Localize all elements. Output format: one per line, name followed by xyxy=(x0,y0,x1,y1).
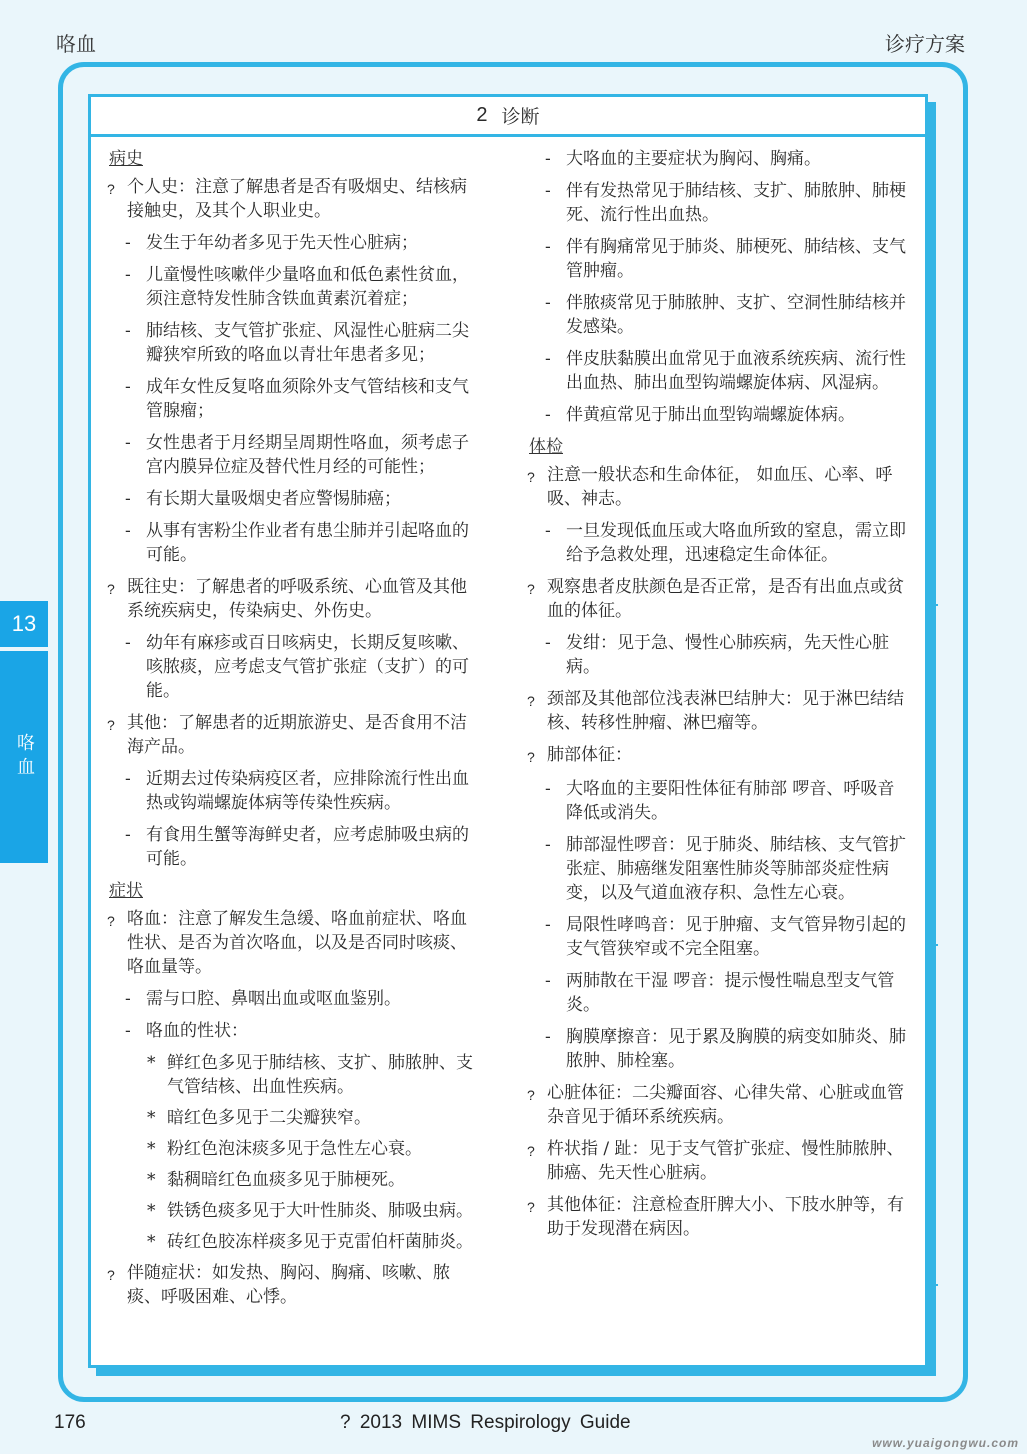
bullet-marker: - xyxy=(545,349,551,369)
bullet-marker: - xyxy=(125,233,131,253)
dash-item xyxy=(545,147,907,171)
item-text: 咯血的性状： xyxy=(146,1021,248,1041)
bullet-marker: ? xyxy=(107,1267,115,1283)
bullet-marker: ? xyxy=(107,717,115,733)
item-text: 大咯血的主要阳性体征有肺部 啰音、呼吸音降低或消失。 xyxy=(566,779,895,823)
dash-item xyxy=(545,969,907,1017)
dash-item xyxy=(545,1025,907,1073)
chapter-tab-number: 13 xyxy=(0,601,48,647)
chapter-tab-label: 咯血 xyxy=(0,651,48,863)
dash-item xyxy=(125,1019,479,1043)
bullet-marker: - xyxy=(125,633,131,653)
bullet-marker: - xyxy=(125,321,131,341)
dash-item xyxy=(545,291,907,339)
bullet-marker: - xyxy=(545,181,551,201)
item-text: 砖红色胶冻样痰多见于克雷伯杆菌肺炎。 xyxy=(167,1232,473,1252)
bullet-marker: ? xyxy=(527,581,535,597)
dash-item xyxy=(125,431,479,479)
item-text: 暗红色多见于二尖瓣狭窄。 xyxy=(167,1108,371,1128)
question-item xyxy=(527,743,907,769)
item-text: 儿童慢性咳嗽伴少量咯血和低色素性贫血，须注意特发性肺含铁血黄素沉着症； xyxy=(146,265,469,309)
dash-item xyxy=(125,631,479,703)
bullet-marker: - xyxy=(125,1021,131,1041)
bullet-marker: - xyxy=(545,633,551,653)
item-text: 粉红色泡沫痰多见于急性左心衰。 xyxy=(167,1139,422,1159)
bullet-marker: - xyxy=(545,971,551,991)
dash-item xyxy=(125,987,479,1011)
left-column xyxy=(107,147,479,1317)
question-item xyxy=(107,175,479,223)
item-text: 伴脓痰常见于肺脓肿、支扩、空洞性肺结核并发感染。 xyxy=(566,293,906,337)
item-text: 肺部体征： xyxy=(547,745,632,765)
star-item xyxy=(147,1051,479,1099)
item-text: 有食用生蟹等海鲜史者，应考虑肺吸虫病的可能。 xyxy=(146,825,469,869)
item-text: 女性患者于月经期呈周期性咯血，须考虑子宫内膜异位症及替代性月经的可能性； xyxy=(146,433,469,477)
item-text: 成年女性反复咯血须除外支气管结核和支气管腺瘤； xyxy=(146,377,469,421)
bullet-marker: - xyxy=(125,521,131,541)
item-text: 两肺散在干湿 啰音：提示慢性喘息型支气管炎。 xyxy=(566,971,895,1015)
star-item xyxy=(147,1199,479,1223)
section-title: 诊断 xyxy=(501,106,540,128)
bullet-marker: ? xyxy=(107,181,115,197)
question-item xyxy=(527,1137,907,1185)
question-item xyxy=(527,1081,907,1129)
item-text: 注意一般状态和生命体征， 如血压、心率、呼吸、神志。 xyxy=(547,465,893,509)
dash-item xyxy=(125,767,479,815)
dash-item xyxy=(545,347,907,395)
edge-tick xyxy=(926,1284,938,1286)
question-item xyxy=(107,1261,479,1309)
content-box xyxy=(88,94,928,1368)
bullet-marker: - xyxy=(125,265,131,285)
bullet-marker: * xyxy=(147,1108,156,1128)
question-item xyxy=(527,575,907,623)
dash-item xyxy=(545,833,907,905)
bullet-marker: ? xyxy=(527,1199,535,1215)
item-text: 肺部湿性啰音：见于肺炎、肺结核、支气管扩张症、肺癌继发阻塞性肺炎等肺部炎症性病变，以及气道血液存积、急性左心衰。 xyxy=(566,835,906,903)
bullet-marker: - xyxy=(125,489,131,509)
copyright-line: ? 2013 MIMS Respirology Guide xyxy=(340,1412,631,1433)
item-text: 其他：了解患者的近期旅游史、是否食用不洁海产品。 xyxy=(127,713,467,757)
dash-item xyxy=(125,823,479,871)
item-text: 鲜红色多见于肺结核、支扩、肺脓肿、支气管结核、出血性疾病。 xyxy=(167,1053,473,1097)
star-item xyxy=(147,1106,479,1130)
item-text: 伴有胸痛常见于肺炎、肺梗死、肺结核、支气管肿瘤。 xyxy=(566,237,906,281)
subsection-heading: 体检 xyxy=(529,437,563,457)
bullet-marker: - xyxy=(125,433,131,453)
bullet-marker: * xyxy=(147,1053,156,1073)
question-item xyxy=(527,463,907,511)
dash-item xyxy=(125,519,479,567)
bullet-marker: - xyxy=(545,405,551,425)
dash-item xyxy=(125,487,479,511)
item-text: 其他体征：注意检查肝脾大小、下肢水肿等，有助于发现潜在病因。 xyxy=(547,1195,904,1239)
item-text: 伴黄疸常见于肺出血型钩端螺旋体病。 xyxy=(566,405,855,425)
bullet-marker: - xyxy=(545,835,551,855)
item-text: 黏稠暗红色血痰多见于肺梗死。 xyxy=(167,1170,405,1190)
star-item xyxy=(147,1230,479,1254)
bullet-marker: ? xyxy=(527,693,535,709)
item-text: 近期去过传染病疫区者，应排除流行性出血热或钩端螺旋体病等传染性疾病。 xyxy=(146,769,469,813)
item-text: 需与口腔、鼻咽出血或呕血鉴别。 xyxy=(146,989,401,1009)
question-item xyxy=(527,1193,907,1241)
question-item xyxy=(107,907,479,979)
header-chapter-title: 诊疗方案 xyxy=(885,32,965,56)
subsection-heading: 病史 xyxy=(109,149,143,169)
item-text: 伴有发热常见于肺结核、支扩、肺脓肿、肺梗死、流行性出血热。 xyxy=(566,181,906,225)
dash-item xyxy=(125,319,479,367)
item-text: 有长期大量吸烟史者应警惕肺癌； xyxy=(146,489,401,509)
dash-item xyxy=(545,913,907,961)
dash-item xyxy=(545,519,907,567)
bullet-marker: - xyxy=(545,149,551,169)
dash-item xyxy=(125,231,479,255)
item-text: 发绀：见于急、慢性心肺疾病，先天性心脏病。 xyxy=(566,633,889,677)
right-column xyxy=(527,147,907,1249)
bullet-marker: - xyxy=(545,779,551,799)
question-item xyxy=(527,687,907,735)
bullet-marker: ? xyxy=(527,1087,535,1103)
bullet-marker: - xyxy=(545,1027,551,1047)
bullet-marker: - xyxy=(125,989,131,1009)
dash-item xyxy=(545,179,907,227)
dash-item xyxy=(545,631,907,679)
item-text: 铁锈色痰多见于大叶性肺炎、肺吸虫病。 xyxy=(167,1201,473,1221)
item-text: 观察患者皮肤颜色是否正常，是否有出血点或贫血的体征。 xyxy=(547,577,904,621)
bullet-marker: ? xyxy=(107,913,115,929)
question-item xyxy=(107,575,479,623)
bullet-marker: * xyxy=(147,1232,156,1252)
bullet-marker: ? xyxy=(527,1143,535,1159)
dash-item xyxy=(545,777,907,825)
bullet-marker: * xyxy=(147,1201,156,1221)
bullet-marker: ? xyxy=(527,749,535,765)
item-text: 发生于年幼者多见于先天性心脏病； xyxy=(146,233,418,253)
bullet-marker: - xyxy=(125,825,131,845)
item-text: 伴皮肤黏膜出血常见于血液系统疾病、流行性出血热、肺出血型钩端螺旋体病、风湿病。 xyxy=(566,349,906,393)
bullet-marker: ? xyxy=(527,469,535,485)
item-text: 颈部及其他部位浅表淋巴结肿大：见于淋巴结结核、转移性肿瘤、淋巴瘤等。 xyxy=(547,689,904,733)
star-item xyxy=(147,1168,479,1192)
dash-item xyxy=(125,263,479,311)
bullet-marker: - xyxy=(125,769,131,789)
edge-tick xyxy=(926,604,938,606)
item-text: 大咯血的主要症状为胸闷、胸痛。 xyxy=(566,149,821,169)
watermark: www.yuaigongwu.com xyxy=(872,1436,1019,1450)
bullet-marker: - xyxy=(125,377,131,397)
bullet-marker: - xyxy=(545,293,551,313)
item-text: 既往史：了解患者的呼吸系统、心血管及其他系统疾病史，传染病史、外伤史。 xyxy=(127,577,467,621)
dash-item xyxy=(545,235,907,283)
box-header xyxy=(91,97,925,137)
bullet-marker: * xyxy=(147,1170,156,1190)
item-text: 个人史：注意了解患者是否有吸烟史、结核病接触史，及其个人职业史。 xyxy=(127,177,467,221)
edge-tick xyxy=(926,944,938,946)
item-text: 从事有害粉尘作业者有患尘肺并引起咯血的可能。 xyxy=(146,521,469,565)
item-text: 杵状指 / 趾：见于支气管扩张症、慢性肺脓肿、肺癌、先天性心脏病。 xyxy=(547,1139,904,1183)
item-text: 肺结核、支气管扩张症、风湿性心脏病二尖瓣狭窄所致的咯血以青壮年患者多见； xyxy=(146,321,469,365)
header-section-title: 咯血 xyxy=(56,32,96,56)
item-text: 一旦发现低血压或大咯血所致的窒息，需立即给予急救处理，迅速稳定生命体征。 xyxy=(566,521,906,565)
bullet-marker: - xyxy=(545,237,551,257)
item-text: 心脏体征：二尖瓣面容、心律失常、心脏或血管杂音见于循环系统疾病。 xyxy=(547,1083,904,1127)
page-number: 176 xyxy=(54,1412,86,1433)
item-text: 伴随症状：如发热、胸闷、胸痛、咳嗽、脓痰、呼吸困难、心悸。 xyxy=(127,1263,450,1307)
bullet-marker: ? xyxy=(107,581,115,597)
bullet-marker: * xyxy=(147,1139,156,1159)
section-number: 2 xyxy=(476,104,488,126)
item-text: 局限性哮鸣音：见于肿瘤、支气管异物引起的支气管狭窄或不完全阻塞。 xyxy=(566,915,906,959)
item-text: 咯血：注意了解发生急缓、咯血前症状、咯血性状、是否为首次咯血，以及是否同时咳痰、咯血量等。 xyxy=(127,909,467,977)
item-text: 幼年有麻疹或百日咳病史，长期反复咳嗽、咳脓痰，应考虑支气管扩张症（支扩）的可能。 xyxy=(146,633,469,701)
subsection-heading: 症状 xyxy=(109,881,143,901)
question-item xyxy=(107,711,479,759)
dash-item xyxy=(545,403,907,427)
item-text: 胸膜摩擦音：见于累及胸膜的病变如肺炎、肺脓肿、肺栓塞。 xyxy=(566,1027,906,1071)
bullet-marker: - xyxy=(545,521,551,541)
bullet-marker: - xyxy=(545,915,551,935)
dash-item xyxy=(125,375,479,423)
star-item xyxy=(147,1137,479,1161)
